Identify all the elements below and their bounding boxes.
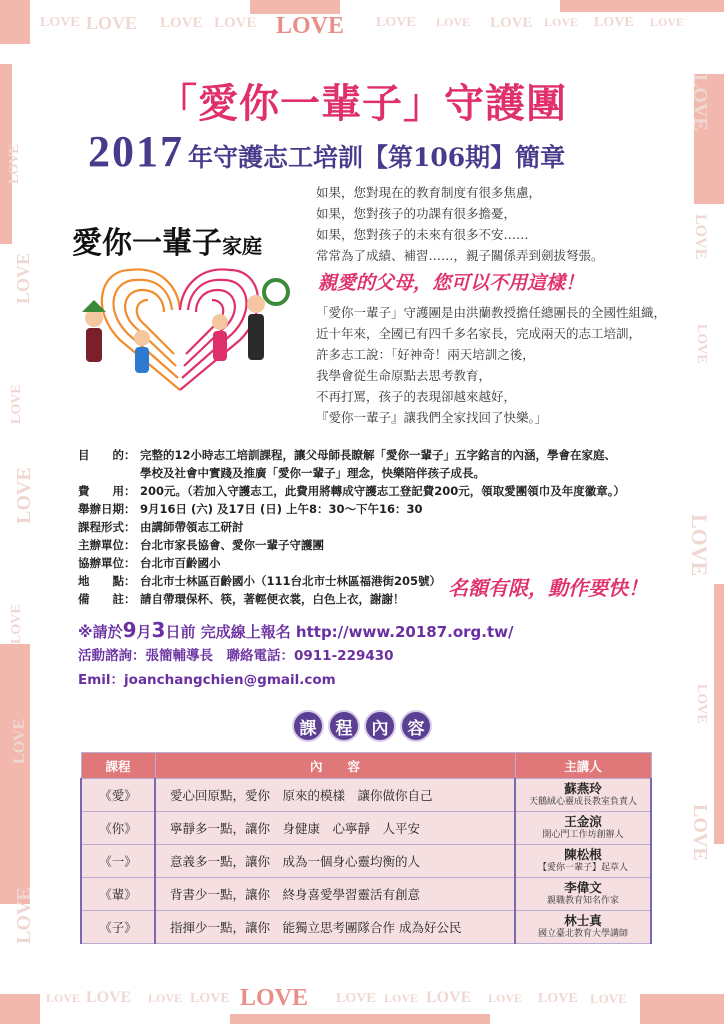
love-word: LOVE <box>276 13 345 39</box>
speaker-cell <box>515 911 651 944</box>
course-category: 《你》 <box>81 812 155 845</box>
logo-text <box>72 218 262 262</box>
description-line: 「愛你一輩子」守護團是由洪蘭教授擔任總團長的全國性組織， <box>316 305 667 320</box>
bottom-love-border <box>0 980 724 1024</box>
subtitle-text: 年守護志工培訓【第106期】簡章 <box>188 143 566 172</box>
love-word: LOVE <box>687 514 712 577</box>
love-word: LOVE <box>13 887 35 944</box>
course-content: 意義多一點，讓你 成為一個身心靈均衡的人 <box>155 845 515 878</box>
love-word: LOVE <box>594 15 634 30</box>
love-word: LOVE <box>689 74 711 131</box>
reg-action: 完成線上報名 <box>195 623 296 641</box>
info-format <box>78 518 678 536</box>
love-word: LOVE <box>214 15 257 31</box>
table-row <box>81 911 651 944</box>
love-word: LOVE <box>148 991 183 1005</box>
description-line: 『愛你一輩子』讓我們全家找回了快樂。」 <box>316 410 548 425</box>
love-word: LOVE <box>544 15 579 29</box>
love-word: LOVE <box>336 991 376 1006</box>
info-fee <box>78 482 678 500</box>
speaker-name: 李偉文 <box>564 880 602 895</box>
year: 2017 <box>88 127 184 176</box>
course-category: 《愛》 <box>81 779 155 812</box>
info-label: 課程形式： <box>78 520 136 534</box>
logo-text-main: 愛你一輩子 <box>72 226 222 261</box>
love-word: LOVE <box>694 324 709 364</box>
table-row <box>81 779 651 812</box>
table-row <box>81 845 651 878</box>
love-word: LOVE <box>7 144 22 184</box>
love-word: LOVE <box>190 991 230 1006</box>
logo-text-small: 家庭 <box>222 234 262 258</box>
love-word: LOVE <box>426 989 472 1006</box>
info-label: 費 用： <box>78 484 136 498</box>
reg-day: 3 <box>151 618 166 642</box>
info-date <box>78 500 678 518</box>
speaker-title: 【愛你一輩子】起草人 <box>537 863 628 873</box>
speaker-name: 王金涼 <box>564 814 602 829</box>
description-paragraph <box>316 302 686 428</box>
speaker-title: 國立臺北教育大學講師 <box>537 929 628 939</box>
love-word: LOVE <box>376 15 416 30</box>
intro-line: 如果，您對孩子的未來有很多不安…… <box>316 227 529 242</box>
email-link[interactable]: Emil：joanchangchien@gmail.com <box>78 672 336 688</box>
love-word: LOVE <box>490 15 533 31</box>
course-category: 《輩》 <box>81 878 155 911</box>
speaker-name: 林士真 <box>564 913 602 928</box>
speaker-cell <box>515 878 651 911</box>
info-value: 由講師帶領志工研討 <box>140 520 244 534</box>
course-category: 《一》 <box>81 845 155 878</box>
speaker-name: 蘇燕玲 <box>564 781 602 796</box>
info-label: 舉辦日期： <box>78 502 136 516</box>
description-line: 不再打罵，孩子的表現卻越來越好， <box>316 389 517 404</box>
reg-prefix: ※請於 <box>78 623 123 641</box>
info-value: 台北市家長協會、愛你一輩子守護團 <box>140 538 324 552</box>
speaker-cell <box>515 779 651 812</box>
course-table <box>80 752 652 944</box>
love-word: LOVE <box>240 985 309 1011</box>
love-word: LOVE <box>694 684 709 724</box>
love-word: LOVE <box>13 252 33 304</box>
reg-month-unit: 月 <box>136 623 152 641</box>
logo-illustration <box>60 200 300 400</box>
speaker-title: 開心門工作坊創辦人 <box>542 830 624 840</box>
intro-line: 常常為了成績、補習……，親子關係弄到劍拔弩張。 <box>316 248 604 263</box>
course-heading-char: 內 <box>364 710 396 742</box>
header-content: 內 容 <box>155 753 515 779</box>
header-course: 課程 <box>81 753 155 779</box>
love-word: LOVE <box>692 214 709 260</box>
info-label: 主辦單位： <box>78 538 136 552</box>
love-word: LOVE <box>86 13 138 33</box>
info-coorganizer <box>78 554 678 572</box>
left-love-border <box>0 44 44 980</box>
info-label: 地 點： <box>78 574 136 588</box>
description-line: 近十年來，全國已有四千多名家長，完成兩天的志工培訓， <box>316 326 642 341</box>
intro-line: 如果，您對現在的教育制度有很多焦慮， <box>316 185 542 200</box>
registration-url-link[interactable]: http://www.20187.org.tw/ <box>295 623 514 641</box>
love-word: LOVE <box>40 15 80 30</box>
right-love-border <box>680 44 724 980</box>
course-category: 《子》 <box>81 911 155 944</box>
love-word: LOVE <box>436 15 471 29</box>
course-content: 愛心回原點，愛你 原來的模樣 讓你做你自己 <box>155 779 515 812</box>
course-heading-char: 課 <box>292 710 324 742</box>
love-word: LOVE <box>9 604 24 644</box>
speaker-title: 天鵝絨心靈成長教室負責人 <box>528 797 637 807</box>
subtitle <box>88 126 648 177</box>
header-speaker: 主講人 <box>515 753 651 779</box>
info-label: 協辦單位： <box>78 556 136 570</box>
course-content: 背書少一點，讓你 終身喜愛學習靈活有創意 <box>155 878 515 911</box>
info-label: 備 註： <box>78 592 136 606</box>
speaker-name: 陳松根 <box>564 847 602 862</box>
info-value: 9月16日 (六) 及17日 (日) 上午8：30～下午16：30 <box>140 502 423 516</box>
love-word: LOVE <box>160 15 203 31</box>
intro-paragraph <box>316 182 676 266</box>
top-love-border <box>0 0 724 44</box>
info-value: 200元。（若加入守護志工，此費用將轉成守護志工登記費200元，領取愛團領巾及年度徽章。） <box>140 484 626 498</box>
love-word: LOVE <box>650 15 685 29</box>
course-heading <box>0 710 724 742</box>
info-value: 請自帶環保杯、筷，著輕便衣裳，白色上衣，謝謝！ <box>140 592 405 606</box>
info-label: 目 的： <box>78 448 136 462</box>
info-purpose-cont: 學校及社會中實踐及推廣「愛你一輩子」理念，快樂陪伴孩子成長。 <box>140 466 485 480</box>
love-word: LOVE <box>488 991 523 1005</box>
speaker-cell <box>515 845 651 878</box>
reg-month: 9 <box>122 618 137 642</box>
info-value: 台北市百齡國小 <box>140 556 221 570</box>
reg-day-unit: 日前 <box>165 623 196 641</box>
info-organizer <box>78 536 678 554</box>
speaker-title: 親職教育知名作家 <box>546 896 619 906</box>
limited-seats-notice: 名額有限，動作要快！ <box>448 576 648 600</box>
course-heading-char: 容 <box>400 710 432 742</box>
speaker-cell <box>515 812 651 845</box>
love-word: LOVE <box>11 718 28 764</box>
description-line: 我學會從生命原點去思考教育， <box>316 368 492 383</box>
love-word: LOVE <box>9 384 24 424</box>
info-purpose <box>78 446 678 464</box>
course-heading-char: 程 <box>328 710 360 742</box>
love-word: LOVE <box>86 989 132 1006</box>
table-row <box>81 812 651 845</box>
love-word: LOVE <box>689 804 711 861</box>
intro-line: 如果，您對孩子的功課有很多擔憂， <box>316 206 517 221</box>
info-value: 完整的12小時志工培訓課程，讓父母師長瞭解「愛你一輩子」五字銘言的內涵，學會在家庭、 <box>140 448 616 462</box>
course-content: 指揮少一點，讓你 能獨立思考團隊合作 成為好公民 <box>155 911 515 944</box>
love-word: LOVE <box>590 991 627 1006</box>
course-content: 寧靜多一點，讓你 身健康 心寧靜 人平安 <box>155 812 515 845</box>
love-word: LOVE <box>384 991 419 1005</box>
info-value: 台北市士林區百齡國小（111台北市士林區福港街205號） <box>140 574 442 588</box>
slogan: 親愛的父母，您可以不用這樣！ <box>318 272 585 294</box>
love-word: LOVE <box>538 991 578 1006</box>
description-line: 許多志工說：「好神奇！兩天培訓之後， <box>316 347 535 362</box>
main-title: 「愛你一輩子」守護團 <box>157 80 567 127</box>
registration-line <box>78 618 698 642</box>
love-word: LOVE <box>13 467 35 524</box>
table-row <box>81 878 651 911</box>
contact-info: 活動諮詢：張簡輔導長 聯絡電話：0911-229430 <box>78 648 394 664</box>
love-word: LOVE <box>46 991 81 1005</box>
table-header-row <box>81 753 651 779</box>
